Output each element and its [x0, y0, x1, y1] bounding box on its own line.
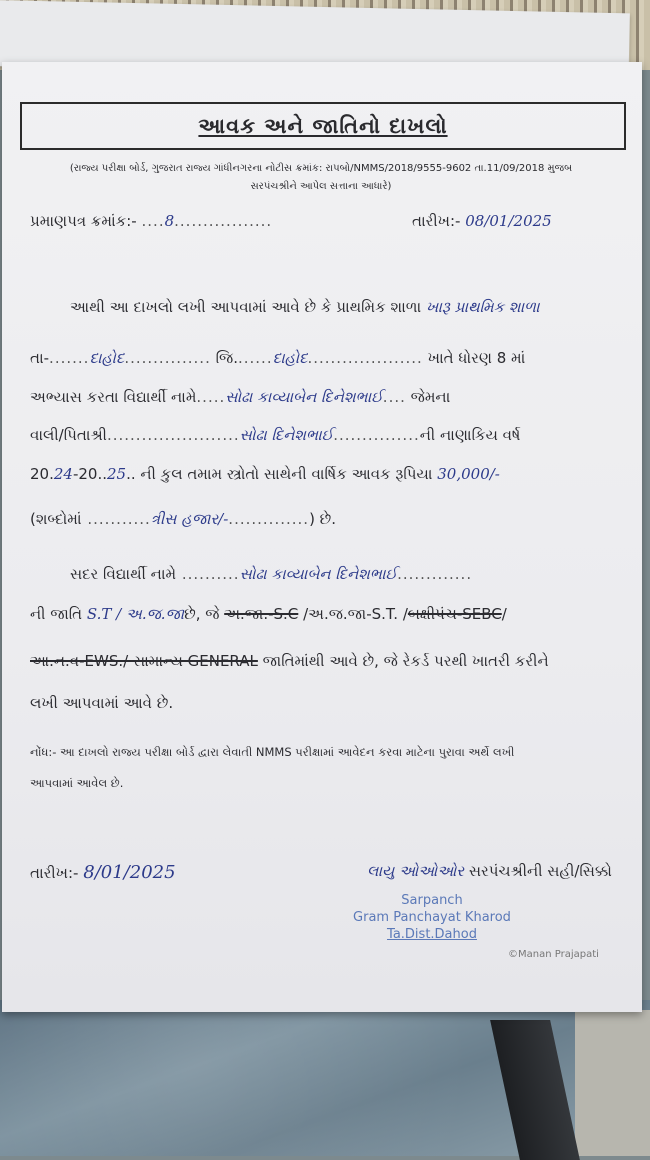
guardian-name: સોઢા દિનેશભાઈ [239, 426, 334, 444]
st-text: /અ.જ.જા-S.T. / [303, 605, 408, 623]
school-name: ખારૂ પ્રાથમિક શાળા [425, 298, 540, 316]
bottom-date-value: 8/01/2025 [83, 862, 176, 883]
date-value: 08/01/2025 [465, 212, 552, 230]
whose-text: જેમના [410, 388, 451, 406]
para1-line1 [70, 298, 540, 316]
words-label: (શબ્દોમાં [30, 510, 82, 528]
district-value: દાહોદ [272, 349, 308, 367]
caste-label: ની જાતિ [30, 605, 83, 623]
caste-row-3 [30, 694, 173, 712]
date-row [412, 212, 552, 230]
std-text: ખાતે ધોરણ 8 માં [427, 349, 526, 367]
taluka-label: તા- [30, 349, 50, 367]
student-again-label: સદર વિદ્યાર્થી નામે [70, 565, 177, 583]
certificate-no-label: પ્રમાણપત્ર ક્રમાંક:- [30, 212, 137, 230]
bottom-date-label: તારીખ:- [30, 864, 79, 882]
title-box [20, 102, 626, 150]
student-again-row: સદર વિદ્યાર્થી નામે ..........સોઢા કાવ્યાબેન દિનેશભાઈ............. [70, 565, 473, 583]
signature-scrawl: લાયુ ઓઓઓર [367, 862, 465, 880]
caste-text1: છે, જે [184, 605, 220, 623]
income-value: 30,000/- [437, 465, 500, 483]
district-label: જિ. [215, 349, 238, 367]
income-words: ત્રીસ હજાર/- [150, 510, 229, 528]
certificate-paper [2, 62, 642, 1012]
student-again-name: સોઢા કાવ્યાબેન દિનેશભાઈ [239, 565, 398, 583]
income-row: 20.24-20..25.. ની કુલ તમામ સ્ત્રોતો સાથેની વાર્ષિક આવક રૂપિયા 30,000/- [30, 465, 500, 483]
reference-line-2: સરપંચશ્રીને આપેલ સત્તાના આધારે) [250, 181, 392, 192]
words-row: (શબ્દોમાં ...........ત્રીસ હજાર/-..............) છે. [30, 510, 337, 528]
year-separator: -20.. [72, 465, 107, 483]
caste-text3: લખી આપવામાં આવે છે. [30, 694, 174, 712]
date-label: તારીખ:- [412, 212, 461, 230]
student-name: સોઢા કાવ્યાબેન દિનેશભાઈ [225, 388, 383, 406]
certificate-no-value: 8 [164, 212, 175, 230]
words-end: ) છે. [309, 510, 337, 528]
sebc-struck: બક્ષીપંચ-SEBC [407, 605, 502, 623]
signature-row [367, 862, 612, 880]
year-from: 24 [53, 465, 73, 483]
stamp-line-2: Gram Panchayat Kharod [353, 910, 511, 925]
taluka-row: તા-.......દાહોદ............... જિ.......દાહોદ.................... ખાતે ધોરણ 8 માં [30, 349, 526, 367]
taluka-value: દાહોદ [89, 349, 125, 367]
background-floor [575, 1010, 650, 1156]
student-label: અભ્યાસ કરતા વિદ્યાર્થી નામે [30, 388, 197, 406]
bottom-date-row [30, 862, 176, 883]
sarpanch-stamp [332, 892, 532, 943]
ews-struck: આ.ન.વ-EWS./ સામાન્ય GENERAL [30, 652, 258, 670]
slash: / [501, 605, 507, 623]
watermark: ©Manan Prajapati [508, 949, 599, 960]
para1-text: આથી આ દાખલો લખી આપવામાં આવે છે કે પ્રાથમિક શાળા [70, 298, 422, 316]
note-line-2: આપવામાં આવેલ છે. [30, 776, 124, 790]
income-text: ની કુલ તમામ સ્ત્રોતો સાથેની વાર્ષિક આવક રૂપિયા [140, 465, 433, 483]
signature-label: સરપંચશ્રીની સહી/સિક્કો [468, 862, 612, 880]
stamp-line-1: Sarpanch [401, 893, 463, 908]
guardian-row: વાલી/પિતાશ્રી.......................સોઢા દિનેશભાઈ...............ની નાણાકિય વર્ષ [30, 426, 521, 444]
year-from-prefix: 20. [30, 465, 54, 483]
certificate-no-row: પ્રમાણપત્ર ક્રમાંક:- ....8................. [30, 212, 273, 230]
guardian-label: વાલી/પિતાશ્રી [30, 426, 107, 444]
reference-line-1: (રાજ્ય પરીક્ષા બોર્ડ, ગુજરાત રાજ્ય ગાંધીનગરના નોટીસ ક્રમાંક: રાપબો/NMMS/2018/9555-9602 તા.11/09/2018 મુજબ [69, 163, 573, 174]
student-row: અભ્યાસ કરતા વિદ્યાર્થી નામે.....સોઢા કાવ્યાબેન દિનેશભાઈ.... જેમના [30, 388, 451, 406]
caste-row [30, 605, 507, 623]
fy-text: ની નાણાકિય વર્ષ [419, 426, 521, 444]
caste-row-2 [30, 652, 549, 670]
caste-value: S.T / અ.જ.જા [86, 605, 185, 623]
caste-text2: જાતિમાંથી આવે છે, જે રેકર્ડ પરથી ખાતરી કરીને [262, 652, 549, 670]
reference-text [26, 160, 616, 196]
year-to: 25 [107, 465, 127, 483]
stamp-line-3: Ta.Dist.Dahod [387, 927, 477, 942]
document-title: આવક અને જાતિનો દાખલો [198, 113, 448, 138]
note-line-1: નોંધ:- આ દાખલો રાજ્ય પરીક્ષા બોર્ડ દ્વારા લેવાતી NMMS પરીક્ષામાં આવેદન કરવા માટેના પુરાવા અર્થે લખી [30, 745, 515, 759]
sc-struck: અ.જા.-S.C [224, 605, 299, 623]
